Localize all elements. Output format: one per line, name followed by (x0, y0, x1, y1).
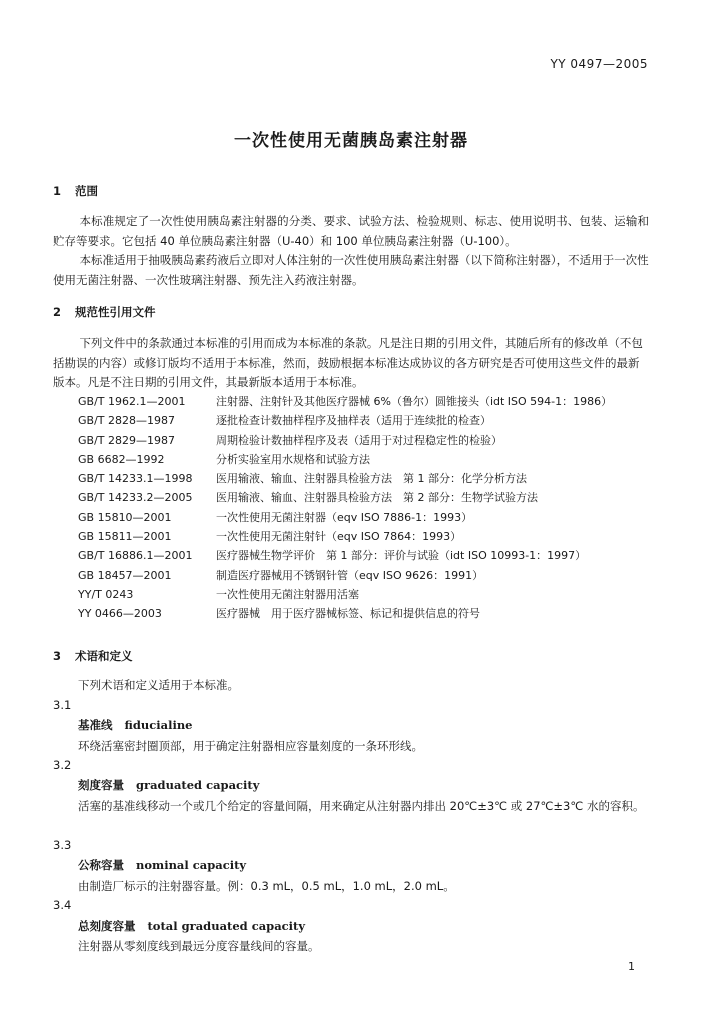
reference-item (78, 450, 658, 469)
section-3-heading (53, 648, 133, 664)
term-en: nominal capacity (136, 858, 247, 872)
definition-text: 由制造厂标示的注射器容量。例：0.3 mL，0.5 mL，1.0 mL，2.0 mL。 (78, 879, 455, 893)
term-heading (78, 777, 259, 793)
term-zh: 基准线 (78, 718, 113, 732)
reference-item (78, 488, 658, 507)
reference-item (78, 411, 658, 430)
reference-item (78, 431, 658, 450)
section-number: 1 (53, 184, 62, 198)
reference-title: 医用输液、输血、注射器具检验方法 第 1 部分：化学分析方法 (216, 472, 527, 486)
reference-code: GB 15810—2001 (78, 510, 172, 524)
reference-item (78, 585, 658, 604)
reference-code: GB/T 1962.1—2001 (78, 395, 186, 408)
term-number: 3.2 (53, 758, 72, 772)
section-2-heading (53, 304, 156, 320)
term-zh: 总刻度容量 (78, 919, 136, 933)
definition-text: 注射器从零刻度线到最远分度容量线间的容量。 (78, 939, 320, 953)
term-heading (78, 918, 305, 934)
reference-item (78, 546, 658, 565)
term-zh: 刻度容量 (78, 778, 124, 792)
reference-title: 医疗器械生物学评价 第 1 部分：评价与试验（idt ISO 10993-1：1997） (216, 549, 587, 563)
term-number: 3.4 (53, 898, 72, 912)
reference-code: GB/T 14233.1—1998 (78, 472, 193, 486)
reference-item (78, 604, 658, 623)
reference-item (78, 508, 658, 527)
term-zh: 公称容量 (78, 858, 124, 872)
term-heading (78, 717, 193, 733)
document-title: 一次性使用无菌胰岛素注射器 (234, 131, 468, 151)
section-number: 3 (53, 649, 62, 663)
normative-references-list (78, 392, 658, 624)
reference-title: 医用输液、输血、注射器具检验方法 第 2 部分：生物学试验方法 (216, 491, 538, 505)
term-en: fiducialine (124, 718, 193, 732)
paragraph: 下列术语和定义适用于本标准。 (78, 678, 239, 692)
reference-title: 一次性使用无菌注射针（eqv ISO 7864：1993） (216, 530, 462, 544)
section-2-intro (53, 334, 649, 393)
section-title: 规范性引用文件 (75, 305, 156, 319)
section-title: 术语和定义 (75, 649, 133, 663)
reference-code: YY/T 0243 (78, 587, 134, 601)
reference-title: 医疗器械 用于医疗器械标签、标记和提供信息的符号 (216, 607, 480, 621)
reference-code: GB 15811—2001 (78, 530, 172, 544)
reference-title: 分析实验室用水规格和试验方法 (216, 452, 370, 466)
reference-item (78, 527, 658, 546)
reference-code: GB/T 16886.1—2001 (78, 549, 193, 563)
reference-item (78, 469, 658, 488)
term-definition (53, 797, 653, 817)
standard-code: YY 0497—2005 (550, 57, 648, 71)
reference-title: 一次性使用无菌注射器用活塞 (216, 587, 359, 601)
section-title: 范围 (75, 184, 98, 198)
section-3-intro (78, 676, 653, 696)
term-definition (78, 737, 653, 757)
page-number: 1 (628, 960, 635, 973)
reference-title: 周期检验计数抽样程序及表（适用于对过程稳定性的检验） (216, 433, 502, 447)
term-definition (78, 937, 653, 957)
reference-item (78, 392, 658, 411)
paragraph: 本标准规定了一次性使用胰岛素注射器的分类、要求、试验方法、检验规则、标志、使用说明书、包装、运输和贮存等要求。它包括 40 单位胰岛素注射器（U-40）和 100 单位胰岛素注射器（U-100）。 (53, 214, 649, 248)
term-definition (78, 877, 653, 897)
term-en: graduated capacity (136, 778, 260, 792)
section-1-body (53, 212, 649, 290)
term-number: 3.1 (53, 698, 72, 712)
paragraph: 本标准适用于抽吸胰岛素药液后立即对人体注射的一次性使用胰岛素注射器（以下简称注射器），不适用于一次性使用无菌注射器、一次性玻璃注射器、预先注入药液注射器。 (53, 253, 649, 287)
term-en: total graduated capacity (147, 919, 306, 933)
reference-code: GB/T 14233.2—2005 (78, 491, 193, 505)
reference-title: 逐批检查计数抽样程序及抽样表（适用于连续批的检查） (216, 414, 491, 428)
definition-text: 活塞的基准线移动一个或几个给定的容量间隔，用来确定从注射器内排出 20℃±3℃ 或 27℃±3℃ 水的容积。 (78, 799, 645, 813)
section-number: 2 (53, 305, 62, 319)
reference-code: YY 0466—2003 (78, 607, 162, 621)
section-1-heading (53, 183, 98, 199)
term-number: 3.3 (53, 838, 72, 852)
reference-item (78, 566, 658, 585)
reference-title: 一次性使用无菌注射器（eqv ISO 7886-1：1993） (216, 510, 473, 524)
reference-code: GB/T 2828—1987 (78, 414, 175, 428)
reference-title: 注射器、注射针及其他医疗器械 6%（鲁尔）圆锥接头（idt ISO 594-1：1986） (216, 395, 613, 408)
reference-code: GB 18457—2001 (78, 568, 172, 582)
definition-text: 环绕活塞密封圈顶部，用于确定注射器相应容量刻度的一条环形线。 (78, 739, 423, 753)
reference-code: GB 6682—1992 (78, 452, 165, 466)
term-heading (78, 857, 246, 873)
paragraph: 下列文件中的条款通过本标准的引用而成为本标准的条款。凡是注日期的引用文件，其随后所有的修改单（不包括勘误的内容）或修订版均不适用于本标准，然而，鼓励根据本标准达成协议的各方研究是否可使用这些文件的最新版本。凡是不注日期的引用文件，其最新版本适用于本标准。 (53, 336, 643, 389)
reference-code: GB/T 2829—1987 (78, 433, 175, 447)
reference-title: 制造医疗器械用不锈钢针管（eqv ISO 9626：1991） (216, 568, 484, 582)
